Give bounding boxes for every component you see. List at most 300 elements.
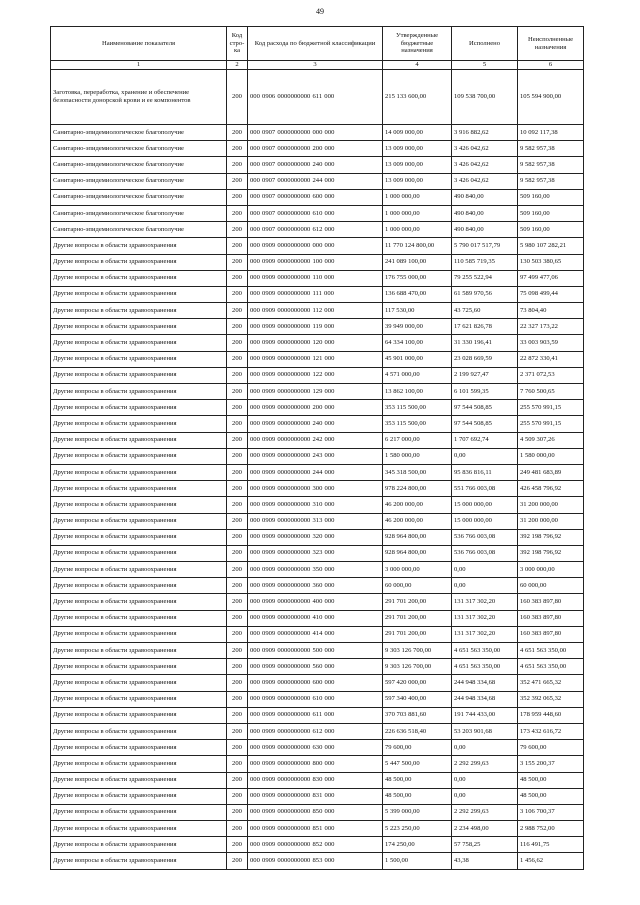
- row-approved: 1 580 000,00: [383, 448, 452, 464]
- row-name: Другие вопросы в области здравоохранения: [51, 448, 227, 464]
- row-unexecuted: 255 570 991,15: [518, 416, 584, 432]
- table-row: [51, 157, 584, 173]
- row-budget-code: 000 0909 0000000000 800 000: [248, 756, 383, 772]
- row-executed: 61 589 970,56: [452, 286, 518, 302]
- table-row: [51, 772, 584, 788]
- row-name: Санитарно-эпидемиологическое благополучие: [51, 205, 227, 221]
- row-line-code: 200: [227, 141, 248, 157]
- column-number: 3: [248, 61, 383, 70]
- table-row: [51, 384, 584, 400]
- row-executed: 490 840,00: [452, 189, 518, 205]
- row-budget-code: 000 0909 0000000000 300 000: [248, 481, 383, 497]
- row-name: Другие вопросы в области здравоохранения: [51, 367, 227, 383]
- row-executed: 244 948 334,68: [452, 691, 518, 707]
- row-executed: 0,00: [452, 562, 518, 578]
- row-approved: 6 217 000,00: [383, 432, 452, 448]
- row-line-code: 200: [227, 578, 248, 594]
- table-row: [51, 432, 584, 448]
- row-name: Другие вопросы в области здравоохранения: [51, 853, 227, 869]
- row-line-code: 200: [227, 594, 248, 610]
- table-row: [51, 286, 584, 302]
- row-executed: 4 651 563 350,00: [452, 643, 518, 659]
- row-approved: 13 862 100,00: [383, 384, 452, 400]
- row-executed: 3 426 042,62: [452, 157, 518, 173]
- row-executed: 3 426 042,62: [452, 141, 518, 157]
- table-row: [51, 238, 584, 254]
- row-budget-code: 000 0909 0000000000 120 000: [248, 335, 383, 351]
- row-approved: 353 115 500,00: [383, 400, 452, 416]
- row-approved: 291 701 200,00: [383, 626, 452, 642]
- row-name: Другие вопросы в области здравоохранения: [51, 351, 227, 367]
- row-budget-code: 000 0909 0000000000 360 000: [248, 578, 383, 594]
- row-name: Санитарно-эпидемиологическое благополучие: [51, 173, 227, 189]
- row-budget-code: 000 0909 0000000000 200 000: [248, 400, 383, 416]
- row-executed: 0,00: [452, 740, 518, 756]
- row-name: Другие вопросы в области здравоохранения: [51, 723, 227, 739]
- table-row: [51, 529, 584, 545]
- table-row: [51, 189, 584, 205]
- row-line-code: 200: [227, 675, 248, 691]
- row-unexecuted: 3 106 700,37: [518, 804, 584, 820]
- row-line-code: 200: [227, 513, 248, 529]
- row-line-code: 200: [227, 723, 248, 739]
- row-approved: 39 949 000,00: [383, 319, 452, 335]
- row-name: Другие вопросы в области здравоохранения: [51, 610, 227, 626]
- row-name: Другие вопросы в области здравоохранения: [51, 432, 227, 448]
- table-row: [51, 659, 584, 675]
- row-line-code: 200: [227, 497, 248, 513]
- table-row: [51, 464, 584, 480]
- table-row: [51, 756, 584, 772]
- row-budget-code: 000 0907 0000000000 000 000: [248, 125, 383, 141]
- row-executed: 31 330 196,41: [452, 335, 518, 351]
- row-executed: 490 840,00: [452, 205, 518, 221]
- row-executed: 79 255 522,94: [452, 270, 518, 286]
- column-number: 2: [227, 61, 248, 70]
- row-line-code: 200: [227, 821, 248, 837]
- table-row: [51, 545, 584, 561]
- row-approved: 5 223 250,00: [383, 821, 452, 837]
- row-executed: 95 836 816,11: [452, 464, 518, 480]
- table-row: [51, 400, 584, 416]
- table-row: [51, 626, 584, 642]
- row-unexecuted: 352 392 065,32: [518, 691, 584, 707]
- header-budget-code: Код расхода по бюджетной классификации: [248, 27, 383, 61]
- column-number: 4: [383, 61, 452, 70]
- header-unexecuted: Неисполненные назначения: [518, 27, 584, 61]
- row-line-code: 200: [227, 125, 248, 141]
- header-executed: Исполнено: [452, 27, 518, 61]
- row-approved: 291 701 200,00: [383, 594, 452, 610]
- row-approved: 978 224 800,00: [383, 481, 452, 497]
- table-row: [51, 675, 584, 691]
- row-unexecuted: 3 155 200,37: [518, 756, 584, 772]
- row-budget-code: 000 0909 0000000000 414 000: [248, 626, 383, 642]
- row-budget-code: 000 0907 0000000000 600 000: [248, 189, 383, 205]
- row-approved: 174 250,00: [383, 837, 452, 853]
- row-budget-code: 000 0907 0000000000 200 000: [248, 141, 383, 157]
- row-name: Другие вопросы в области здравоохранения: [51, 513, 227, 529]
- row-name: Санитарно-эпидемиологическое благополучие: [51, 157, 227, 173]
- row-name: Другие вопросы в области здравоохранения: [51, 562, 227, 578]
- row-line-code: 200: [227, 238, 248, 254]
- row-executed: 5 790 017 517,79: [452, 238, 518, 254]
- row-unexecuted: 160 383 897,80: [518, 610, 584, 626]
- row-executed: 23 028 669,59: [452, 351, 518, 367]
- row-budget-code: 000 0909 0000000000 611 000: [248, 707, 383, 723]
- row-approved: 9 303 126 700,00: [383, 659, 452, 675]
- row-line-code: 200: [227, 432, 248, 448]
- row-unexecuted: 48 500,00: [518, 772, 584, 788]
- row-budget-code: 000 0907 0000000000 244 000: [248, 173, 383, 189]
- row-executed: 0,00: [452, 788, 518, 804]
- column-number: 5: [452, 61, 518, 70]
- row-approved: 5 399 000,00: [383, 804, 452, 820]
- row-name: Другие вопросы в области здравоохранения: [51, 675, 227, 691]
- row-unexecuted: 7 760 500,65: [518, 384, 584, 400]
- row-budget-code: 000 0909 0000000000 630 000: [248, 740, 383, 756]
- row-unexecuted: 9 582 957,38: [518, 141, 584, 157]
- table-row: [51, 173, 584, 189]
- row-budget-code: 000 0909 0000000000 243 000: [248, 448, 383, 464]
- row-unexecuted: 9 582 957,38: [518, 173, 584, 189]
- row-executed: 0,00: [452, 448, 518, 464]
- row-name: Другие вопросы в области здравоохранения: [51, 481, 227, 497]
- row-unexecuted: 22 872 330,41: [518, 351, 584, 367]
- row-approved: 14 009 000,00: [383, 125, 452, 141]
- row-line-code: 200: [227, 303, 248, 319]
- row-executed: 551 766 003,08: [452, 481, 518, 497]
- row-line-code: 200: [227, 610, 248, 626]
- row-budget-code: 000 0909 0000000000 410 000: [248, 610, 383, 626]
- row-line-code: 200: [227, 319, 248, 335]
- row-name: Другие вопросы в области здравоохранения: [51, 740, 227, 756]
- row-executed: 97 544 508,85: [452, 400, 518, 416]
- row-budget-code: 000 0906 0000000000 611 000: [248, 70, 383, 125]
- row-approved: 1 000 000,00: [383, 189, 452, 205]
- row-budget-code: 000 0909 0000000000 310 000: [248, 497, 383, 513]
- row-executed: 43 725,60: [452, 303, 518, 319]
- row-name: Другие вопросы в области здравоохранения: [51, 384, 227, 400]
- row-name: Санитарно-эпидемиологическое благополучие: [51, 189, 227, 205]
- table-row: [51, 254, 584, 270]
- row-line-code: 200: [227, 464, 248, 480]
- row-unexecuted: 9 582 957,38: [518, 157, 584, 173]
- table-row: [51, 351, 584, 367]
- row-line-code: 200: [227, 772, 248, 788]
- row-line-code: 200: [227, 545, 248, 561]
- row-name: Другие вопросы в области здравоохранения: [51, 578, 227, 594]
- row-approved: 370 703 881,60: [383, 707, 452, 723]
- row-line-code: 200: [227, 788, 248, 804]
- row-approved: 1 500,00: [383, 853, 452, 869]
- row-executed: 2 234 498,00: [452, 821, 518, 837]
- row-name: Другие вопросы в области здравоохранения: [51, 464, 227, 480]
- row-line-code: 200: [227, 853, 248, 869]
- table-row: [51, 513, 584, 529]
- column-number: 1: [51, 61, 227, 70]
- row-approved: 4 571 000,00: [383, 367, 452, 383]
- row-executed: 6 101 599,35: [452, 384, 518, 400]
- row-executed: 57 758,25: [452, 837, 518, 853]
- row-approved: 117 530,00: [383, 303, 452, 319]
- row-executed: 4 651 563 350,00: [452, 659, 518, 675]
- row-budget-code: 000 0909 0000000000 831 000: [248, 788, 383, 804]
- row-line-code: 200: [227, 335, 248, 351]
- header-row: [51, 27, 584, 61]
- row-approved: 345 318 500,00: [383, 464, 452, 480]
- row-budget-code: 000 0909 0000000000 600 000: [248, 675, 383, 691]
- budget-table: [50, 26, 584, 870]
- table-row: [51, 222, 584, 238]
- row-unexecuted: 79 600,00: [518, 740, 584, 756]
- table-row: [51, 853, 584, 869]
- row-budget-code: 000 0909 0000000000 313 000: [248, 513, 383, 529]
- row-name: Другие вопросы в области здравоохранения: [51, 416, 227, 432]
- row-unexecuted: 509 160,00: [518, 205, 584, 221]
- row-line-code: 200: [227, 189, 248, 205]
- row-executed: 17 621 826,78: [452, 319, 518, 335]
- table-row: [51, 723, 584, 739]
- row-name: Другие вопросы в области здравоохранения: [51, 400, 227, 416]
- row-approved: 597 420 000,00: [383, 675, 452, 691]
- row-unexecuted: 426 458 796,92: [518, 481, 584, 497]
- row-unexecuted: 60 000,00: [518, 578, 584, 594]
- table-row: [51, 691, 584, 707]
- row-line-code: 200: [227, 707, 248, 723]
- row-name: Другие вопросы в области здравоохранения: [51, 691, 227, 707]
- row-budget-code: 000 0909 0000000000 853 000: [248, 853, 383, 869]
- row-budget-code: 000 0909 0000000000 100 000: [248, 254, 383, 270]
- row-approved: 48 500,00: [383, 772, 452, 788]
- table-row: [51, 707, 584, 723]
- row-unexecuted: 31 200 000,00: [518, 497, 584, 513]
- row-executed: 490 840,00: [452, 222, 518, 238]
- row-budget-code: 000 0909 0000000000 560 000: [248, 659, 383, 675]
- table-row: [51, 788, 584, 804]
- row-executed: 131 317 302,20: [452, 610, 518, 626]
- row-unexecuted: 1 580 000,00: [518, 448, 584, 464]
- row-line-code: 200: [227, 400, 248, 416]
- table-row: [51, 367, 584, 383]
- table-row: [51, 70, 584, 125]
- table-row: [51, 578, 584, 594]
- table-row: [51, 319, 584, 335]
- row-executed: 53 203 901,68: [452, 723, 518, 739]
- table-row: [51, 804, 584, 820]
- row-executed: 2 292 299,63: [452, 756, 518, 772]
- row-unexecuted: 509 160,00: [518, 222, 584, 238]
- row-unexecuted: 75 098 499,44: [518, 286, 584, 302]
- row-name: Другие вопросы в области здравоохранения: [51, 643, 227, 659]
- row-line-code: 200: [227, 384, 248, 400]
- row-line-code: 200: [227, 448, 248, 464]
- row-line-code: 200: [227, 659, 248, 675]
- row-unexecuted: 160 383 897,80: [518, 626, 584, 642]
- row-budget-code: 000 0909 0000000000 323 000: [248, 545, 383, 561]
- row-budget-code: 000 0909 0000000000 000 000: [248, 238, 383, 254]
- row-name: Другие вопросы в области здравоохранения: [51, 238, 227, 254]
- row-budget-code: 000 0909 0000000000 110 000: [248, 270, 383, 286]
- row-approved: 215 133 600,00: [383, 70, 452, 125]
- row-budget-code: 000 0909 0000000000 112 000: [248, 303, 383, 319]
- row-name: Другие вопросы в области здравоохранения: [51, 804, 227, 820]
- row-unexecuted: 10 092 117,38: [518, 125, 584, 141]
- row-unexecuted: 2 371 072,53: [518, 367, 584, 383]
- row-executed: 15 000 000,00: [452, 513, 518, 529]
- row-unexecuted: 4 509 307,26: [518, 432, 584, 448]
- table-row: [51, 205, 584, 221]
- row-budget-code: 000 0909 0000000000 830 000: [248, 772, 383, 788]
- row-name: Заготовка, переработка, хранение и обеспечение безопасности донорской крови и ее компонентов: [51, 70, 227, 125]
- row-approved: 60 000,00: [383, 578, 452, 594]
- row-unexecuted: 3 000 000,00: [518, 562, 584, 578]
- row-name: Другие вопросы в области здравоохранения: [51, 788, 227, 804]
- row-line-code: 200: [227, 351, 248, 367]
- row-budget-code: 000 0909 0000000000 852 000: [248, 837, 383, 853]
- row-unexecuted: 48 500,00: [518, 788, 584, 804]
- row-approved: 64 334 100,00: [383, 335, 452, 351]
- row-line-code: 200: [227, 286, 248, 302]
- row-executed: 110 585 719,35: [452, 254, 518, 270]
- row-unexecuted: 22 327 173,22: [518, 319, 584, 335]
- table-row: [51, 643, 584, 659]
- row-line-code: 200: [227, 416, 248, 432]
- row-executed: 191 744 433,00: [452, 707, 518, 723]
- row-line-code: 200: [227, 205, 248, 221]
- row-name: Другие вопросы в области здравоохранения: [51, 707, 227, 723]
- row-name: Другие вопросы в области здравоохранения: [51, 545, 227, 561]
- row-executed: 109 538 700,00: [452, 70, 518, 125]
- row-executed: 0,00: [452, 578, 518, 594]
- row-approved: 3 000 000,00: [383, 562, 452, 578]
- row-budget-code: 000 0909 0000000000 244 000: [248, 464, 383, 480]
- row-executed: 0,00: [452, 772, 518, 788]
- row-name: Другие вопросы в области здравоохранения: [51, 837, 227, 853]
- table-row: [51, 481, 584, 497]
- row-budget-code: 000 0909 0000000000 612 000: [248, 723, 383, 739]
- row-unexecuted: 173 432 616,72: [518, 723, 584, 739]
- row-unexecuted: 5 980 107 282,21: [518, 238, 584, 254]
- row-line-code: 200: [227, 837, 248, 853]
- row-executed: 2 292 299,63: [452, 804, 518, 820]
- row-unexecuted: 392 198 796,92: [518, 545, 584, 561]
- row-approved: 597 340 400,00: [383, 691, 452, 707]
- column-number-row: [51, 61, 584, 70]
- row-unexecuted: 1 456,62: [518, 853, 584, 869]
- row-budget-code: 000 0909 0000000000 121 000: [248, 351, 383, 367]
- row-budget-code: 000 0907 0000000000 240 000: [248, 157, 383, 173]
- row-unexecuted: 130 503 380,65: [518, 254, 584, 270]
- header-name: Наименование показателя: [51, 27, 227, 61]
- row-executed: 536 766 003,08: [452, 545, 518, 561]
- row-name: Другие вопросы в области здравоохранения: [51, 303, 227, 319]
- row-approved: 241 089 100,00: [383, 254, 452, 270]
- row-budget-code: 000 0909 0000000000 129 000: [248, 384, 383, 400]
- row-line-code: 200: [227, 173, 248, 189]
- row-budget-code: 000 0909 0000000000 500 000: [248, 643, 383, 659]
- column-number: 6: [518, 61, 584, 70]
- row-approved: 928 964 800,00: [383, 529, 452, 545]
- row-line-code: 200: [227, 756, 248, 772]
- table-row: [51, 610, 584, 626]
- row-approved: 291 701 200,00: [383, 610, 452, 626]
- row-executed: 131 317 302,20: [452, 626, 518, 642]
- row-line-code: 200: [227, 643, 248, 659]
- row-unexecuted: 105 594 900,00: [518, 70, 584, 125]
- row-unexecuted: 116 491,75: [518, 837, 584, 853]
- row-budget-code: 000 0909 0000000000 119 000: [248, 319, 383, 335]
- row-approved: 5 447 500,00: [383, 756, 452, 772]
- row-executed: 43,38: [452, 853, 518, 869]
- row-approved: 13 009 000,00: [383, 157, 452, 173]
- row-budget-code: 000 0909 0000000000 350 000: [248, 562, 383, 578]
- row-name: Другие вопросы в области здравоохранения: [51, 319, 227, 335]
- row-unexecuted: 4 651 563 350,00: [518, 659, 584, 675]
- row-line-code: 200: [227, 222, 248, 238]
- row-unexecuted: 4 651 563 350,00: [518, 643, 584, 659]
- row-line-code: 200: [227, 481, 248, 497]
- page-number: 49: [316, 7, 324, 16]
- row-unexecuted: 33 003 903,59: [518, 335, 584, 351]
- row-name: Другие вопросы в области здравоохранения: [51, 254, 227, 270]
- table-row: [51, 594, 584, 610]
- header-approved: Утвержденные бюджетные назначения: [383, 27, 452, 61]
- table-row: [51, 821, 584, 837]
- table-row: [51, 270, 584, 286]
- row-line-code: 200: [227, 562, 248, 578]
- row-name: Другие вопросы в области здравоохранения: [51, 626, 227, 642]
- row-name: Санитарно-эпидемиологическое благополучие: [51, 141, 227, 157]
- row-name: Другие вопросы в области здравоохранения: [51, 529, 227, 545]
- row-executed: 1 707 692,74: [452, 432, 518, 448]
- row-executed: 2 199 927,47: [452, 367, 518, 383]
- row-approved: 136 688 470,00: [383, 286, 452, 302]
- row-name: Другие вопросы в области здравоохранения: [51, 659, 227, 675]
- row-budget-code: 000 0909 0000000000 320 000: [248, 529, 383, 545]
- row-budget-code: 000 0907 0000000000 610 000: [248, 205, 383, 221]
- row-approved: 226 636 518,40: [383, 723, 452, 739]
- row-approved: 176 755 000,00: [383, 270, 452, 286]
- row-approved: 1 000 000,00: [383, 205, 452, 221]
- row-name: Другие вопросы в области здравоохранения: [51, 594, 227, 610]
- table-row: [51, 448, 584, 464]
- table-row: [51, 837, 584, 853]
- row-approved: 1 000 000,00: [383, 222, 452, 238]
- row-line-code: 200: [227, 691, 248, 707]
- row-unexecuted: 2 988 752,00: [518, 821, 584, 837]
- table-row: [51, 303, 584, 319]
- row-name: Другие вопросы в области здравоохранения: [51, 286, 227, 302]
- row-line-code: 200: [227, 529, 248, 545]
- row-unexecuted: 73 804,40: [518, 303, 584, 319]
- row-budget-code: 000 0909 0000000000 851 000: [248, 821, 383, 837]
- row-approved: 48 500,00: [383, 788, 452, 804]
- row-budget-code: 000 0907 0000000000 612 000: [248, 222, 383, 238]
- row-name: Другие вопросы в области здравоохранения: [51, 270, 227, 286]
- row-executed: 131 317 302,20: [452, 594, 518, 610]
- row-unexecuted: 509 160,00: [518, 189, 584, 205]
- row-name: Санитарно-эпидемиологическое благополучие: [51, 222, 227, 238]
- row-budget-code: 000 0909 0000000000 850 000: [248, 804, 383, 820]
- row-line-code: 200: [227, 367, 248, 383]
- row-unexecuted: 178 959 448,60: [518, 707, 584, 723]
- table-row: [51, 141, 584, 157]
- row-unexecuted: 392 198 796,92: [518, 529, 584, 545]
- table-row: [51, 335, 584, 351]
- row-budget-code: 000 0909 0000000000 240 000: [248, 416, 383, 432]
- row-budget-code: 000 0909 0000000000 242 000: [248, 432, 383, 448]
